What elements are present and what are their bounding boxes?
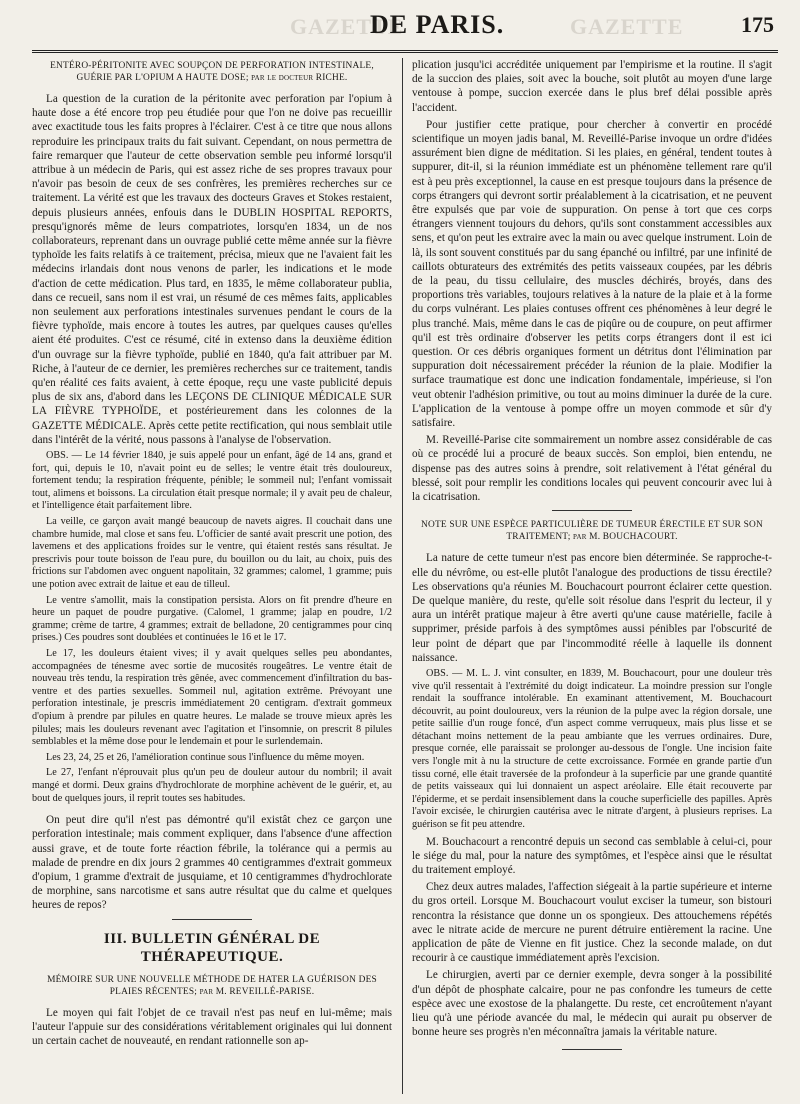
article-divider (552, 510, 632, 511)
observation-paragraph-6: Le 27, l'enfant n'éprouvait plus qu'un peu de douleur autour du nombril; il avait mangé et dormi. Deux grains d'hydrochlorate de morphine achèvent de le guérir, et, au bout de quelques jours, il reprit toutes ses habitudes. (32, 767, 392, 804)
article-heading-plaies: MÉMOIRE SUR UNE NOUVELLE MÉTHODE DE HATER LA GUÉRISON DES PLAIES RÉCENTES; par M. REVEILLÉ-PARISE. (47, 974, 377, 997)
observation-paragraph-5: Les 23, 24, 25 et 26, l'amélioration continue sous l'influence du même moyen. (46, 751, 365, 763)
bleed-through-text-left: GAZETTE (290, 14, 404, 39)
journal-title: DE PARIS. (370, 10, 505, 39)
observation-paragraph-4: Le 17, les douleurs étaient vives; il y avait quelques selles peu abondantes, accompagnées de ténesme avec sortie de mucosités rougeâtres. Le ventre était de nouveau très tendu, la respiration très gênée, avec commencement d'infiltration du bas-ventre et des parties sexuelles. Sommeil nul, agitation extrême. Prévoyant une perforation intestinale, je prescris immédiatement 20 centigram. d'extrait gommeux d'opium à prendre par pilules en quatre heures. Le malade se trouve mieux après les pilules; mais les douleurs revenant avec l'agitation et l'insomnie, on prescrit 8 pilules semblables et la même dose pour le lendemain et pour le surlendemain. (32, 647, 392, 748)
tumeur-paragraph-1: La nature de cette tumeur n'est pas encore bien déterminée. Se rapproche-t-elle du névrôme, ou est-elle plutôt l'analogue des productions de tissu érectile? Les observations qu'a réunies M. Bouchacourt pourront éclairer cette question. De quelque manière, du reste, qu'elle soit résolue dans l'esprit du lecteur, il y aura un intérêt pratique majeur à être averti qu'une cause matérielle, facile à supprimer, préside parfois à des symptômes aussi pénibles par l'obscurité de leur point de départ que par l'incommodité réelle à laquelle ils donnent naissance. (412, 552, 772, 664)
plaies-paragraph-3: M. Reveillé-Parise cite sommairement un nombre assez considérable de cas où ce procédé lui a procuré de beaux succès. Son emploi, bien entendu, ne dispense pas des autres soins à prendre, soit relativement à l'état général du blessé, soit pour remplir les conditions locales qui peuvent concourir avec lui à la cicatrisation. (412, 434, 772, 504)
end-rule (562, 1049, 622, 1050)
section-divider (172, 919, 252, 920)
article-heading-peritonite: ENTÉRO-PÉRITONITE AVEC SOUPÇON DE PERFORATION INTESTINALE, GUÉRIE PAR L'OPIUM A HAUTE DOSE; par le docteur RICHE. (50, 61, 374, 83)
header-rule (32, 50, 778, 53)
observation-paragraph-1: OBS. — Le 14 février 1840, je suis appelé pour un enfant, âgé de 14 ans, grand et fort, qui, depuis le 10, n'avait point eu de selles; le ventre était très douloureux, fortement tendu; la respiration fréquente, pénible; le sommeil nul; l'enfant vomissait tout, alimens et boissons. La circulation était presque normale; il y avait peu de chaleur, et l'intelligence était parfaitement libre. (32, 450, 392, 512)
plaies-paragraph-continued: plication jusqu'ici accréditée uniquement par l'empirisme et la routine. Il s'agit de la succion des plaies, soit avec la bouche, soit plutôt au moyen d'une large ventouse à pompe, succion exercée dans le plus bref délai possible après l'accident. (412, 59, 772, 114)
tumeur-paragraph-2: M. Bouchacourt a rencontré depuis un second cas semblable à celui-ci, pour le siége du mal, pour la nature des symptômes, et l'espèce ainsi que le résultat du traitement employé. (412, 835, 772, 877)
section-heading-bulletin: III. BULLETIN GÉNÉRAL DE THÉRAPEUTIQUE. (103, 930, 321, 965)
left-column (32, 58, 392, 1094)
tumeur-observation: OBS. — M. L. J. vint consulter, en 1839, M. Bouchacourt, pour une douleur très vive qu'il ressentait à l'extrémité du doigt indicateur. La moindre pression sur l'ongle rendait la souffrance intolérable. En examinant attentivement, M. Bouchacourt découvrit, au point douloureux, vers la réunion de la pulpe avec la région dorsale, une petite saillie d'un rouge foncé, d'un aspect comme verruqueux, mais plus lisse et se détachant moins nettement de la peau ambiante que les verrues ordinaires. Dure, presque cornée, elle paraissait se prolonger au-dessous de l'ongle. Une incision faite vers l'ongle mit à nu la structure de cette excroissance. Formée en grande partie d'un tissu corné, elle était traversée de la profondeur à la superficie par une grande quantité de petits vaisseaux qui lui donnaient un aspect aréolaire. Elle était recouverte par l'épiderme, et se perdait insensiblement dans la couche superficielle des papilles. Après l'avoir excisée, le chirurgien cautérisa avec le nitrate d'argent, à plusieurs reprises. La guérison se fit peu attendre. (412, 667, 772, 831)
observation-paragraph-2: La veille, ce garçon avait mangé beaucoup de navets aigres. Il couchait dans une chambre humide, mal close et sans feu. L'officier de santé avait prescrit une potion, des lavemens et des applications froides sur le ventre, qui étaient restés sans résultat. Je prescrivis pour toute boisson de l'eau pure, du bouillon ou du lait, au choix, puis des frictions sur l'abdomen avec onguent napolitain, 32 grammes; calomel, 1 gramme; puis une potion avec extrait de laitue et eau de tilleul. (32, 516, 392, 591)
tumeur-paragraph-3: Chez deux autres malades, l'affection siégeait à la partie supérieure et interne du gros orteil. Lorsque M. Bouchacourt voulut exciser la tumeur, son bistouri rencontra la résistance que donne un os spongieux. Des attouchemens répétés avec le nitrate acide de mercure ne purent détruire entièrement la racine. Une application de pâte de Vienne en fit justice. Chez la seconde malade, on dut recourir à ce caustique immédiatement après l'excision. (412, 881, 772, 965)
column-divider (402, 58, 403, 1094)
observation-paragraph-3: Le ventre s'amollit, mais la constipation persista. Alors on fit prendre d'heure en heure un paquet de poudre purgative. (Calomel, 1 gramme; jalap en poudre, 1/2 gramme; crème de tartre, 4 grammes; extrait de belladone, 20 centigrammes pour cinq prises.) Ces poudres sont doublées et continuées le 16 et le 17. (32, 594, 392, 644)
right-column (412, 58, 772, 1094)
plaies-paragraph-2: Pour justifier cette pratique, pour chercher à convertir en procédé scientifique un moyen jadis banal, M. Reveillé-Parise invoque un ordre d'idées assurément bien digne de méditation. Si les plaies, en général, tendent toutes à suppurer, dit-il, si la réunion immédiate est un phénomène tellement rare qu'il est à peu près exceptionnel, la cause en est presque toujours dans la présence de corps étrangers qui devront sortir préalablement à la cicatrisation, et ne peuvent être expulsés que par voie de suppuration. On pense à tort que ces corps étrangers viennent toujours du dehors, qu'ils sont constamment accessibles aux sens, et qu'on peut les extraire avec la main ou avec quelque instrument. Loin de là, ils sont souvent constitués par du sang épanché ou infiltré, par une infinité de caillots obturateurs des extrémités des petits vaisseaux coupées, par les débris de la peau, du tissu cellulaire, des muscles déchirés, broyés, dans des proportions très variables, toujours relatives à la nature de la plaie et à la forme du corps vulnérant. Les plaies contuses offrent ces phénomènes à leur degré le plus tranché. Mais, même dans le cas de piqûre ou de coupure, on peut affirmer qu'il est très ordinaire d'observer les petits corps étrangers dont il est ici question. Or ces débris organiques forment un détritus dont l'élimination par suppuration doit nécessairement précéder la réunion de la plaie. Modifier la surface traumatique est donc une indication fondamentale, impérieuse, si l'on veut obtenir l'adhésion primitive, ou tout au moins diminuer la durée de la cure. L'application de la ventouse à pompe offre un moyen commode et sûr d'y satisfaire. (412, 118, 772, 430)
plaies-paragraph-start: Le moyen qui fait l'objet de ce travail n'est pas neuf en lui-même; mais l'auteur l'appuie sur des considérations véritablement originales qui lui donnent un certain cachet de nouveauté, en rendant rationnelle son ap- (32, 1006, 392, 1047)
intro-paragraph: La question de la curation de la péritonite avec perforation par l'opium à haute dose a été encore trop peu étudiée pour que l'on ne doive pas recueillir avec exactitude tous les faits propres à l'éclairer. C'est à ce titre que nous allons reproduire les principaux traits du fait suivant. Cependant, on nous permettra de faire remarquer que l'auteur de cette observation semble peu informé lorsqu'il attribue à un médecin de Paris, qui est assez riche de ses propres travaux pour n'avoir pas besoin de ceux de ses confrères, les premières recherches sur ce traitement. La vérité est que les travaux des docteurs Graves et Stokes restaient, depuis plusieurs années, enfouis dans le DUBLIN HOSPITAL REPORTS, presqu'ignorés même de leurs compatriotes, lorsqu'en 1834, un de nos collaborateurs, reprenant dans un ouvrage publié cette même année sur la fièvre typhoïde les faits relatifs à ce traitement, précisa, mieux que ne l'avaient fait les médecins irlandais dont nous venons de parler, les indications et le mode d'action de cette médication. Plus tard, en 1835, le même collaborateur publia, dans ce recueil, sans nom il est vrai, un résumé de ces mêmes faits, applicables non seulement aux perforations intestinales survenues pendant le cours de la fièvre typhoïde, mais encore à toutes les autres, par quelques causes qu'elles aient été produites. C'est ce résumé, cité in extenso dans la deuxième édition d'un ouvrage sur la fièvre typhoïde, publié en 1840, qu'a fait attribuer par M. Riche, à l'auteur de ce dernier, les premières recherches sur ce traitement, tandis qu'en réalité ces faits avaient, à cette époque, reçu une vaste publicité depuis plus de six ans, d'abord dans les LEÇONS DE CLINIQUE MÉDICALE SUR LA FIÈVRE TYPHOÏDE, et postérieurement dans les colonnes de la GAZETTE MÉDICALE. Après cette petite rectification, qui nous semblait utile dans l'intérêt de la vérité, nous passons à l'analyse de l'observation. (32, 93, 392, 446)
article-heading-tumeur: NOTE SUR UNE ESPÈCE PARTICULIÈRE DE TUMEUR ÉRECTILE ET SUR SON TRAITEMENT; par M. BOUCHACOURT. (421, 520, 763, 543)
page-header (30, 10, 778, 44)
conclusion-paragraph: On peut dire qu'il n'est pas démontré qu'il existât chez ce garçon une perforation intestinale; mais comment expliquer, dans l'absence d'une affection aussi grave, et de toute forte réaction fébrile, la tolérance qui a permis au malade de prendre en dix jours 2 grammes 40 centigrammes d'extrait gommeux d'opium, 1 gramme d'extrait de jusquiame, et 10 centigrammes d'hydrochlorate de morphine, sans narcotisme et sans autre résultat que du calme et quelques heures de repos? (32, 814, 392, 912)
tumeur-paragraph-4: Le chirurgien, averti par ce dernier exemple, devra songer à la possibilité d'un dépôt de phosphate calcaire, pour ne pas confondre les tumeurs de cette espèce avec une exostose de la phalangette. Du reste, cet encroûtement n'ayant lieu qu'à une période avancée du mal, le médecin qui aurait pu observer de bonne heure ses progrès n'en méconnaîtra jamais la véritable nature. (412, 969, 772, 1039)
bleed-through-text-right: GAZETTE (570, 14, 684, 39)
page-number: 175 (741, 12, 774, 37)
